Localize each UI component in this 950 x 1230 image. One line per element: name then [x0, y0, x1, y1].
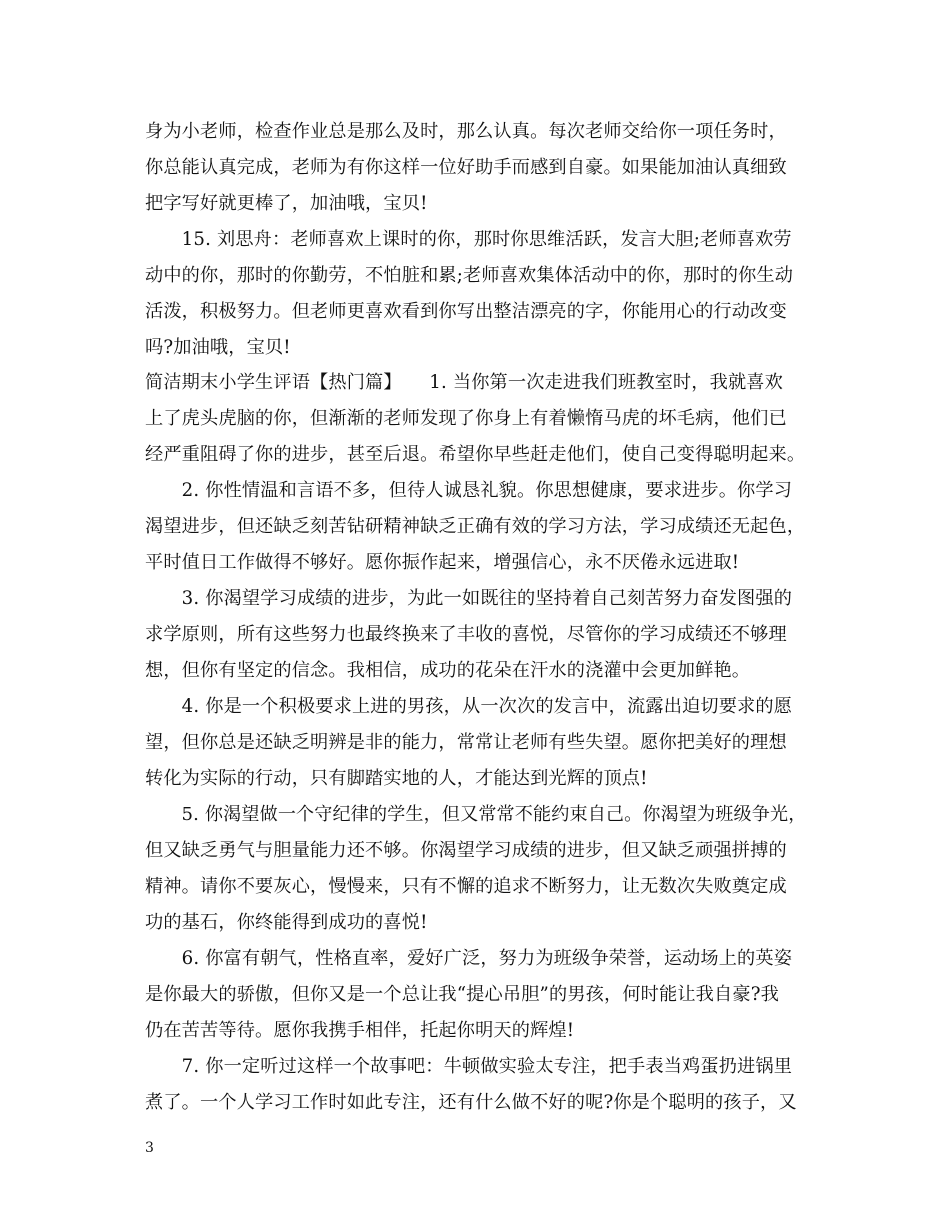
text-line: 6. 你富有朝气，性格直率，爱好广泛，努力为班级争荣誉，运动场上的英姿	[145, 948, 793, 969]
text-line: 把字写好就更棒了，加油哦，宝贝!	[145, 193, 428, 214]
text-line: 渴望进步，但还缺乏刻苦钻研精神缺乏正确有效的学习方法，学习成绩还无起色，	[145, 516, 806, 537]
text-line: 3. 你渴望学习成绩的进步，为此一如既往的坚持着自己刻苦努力奋发图强的	[145, 588, 793, 609]
text-line: 2. 你性情温和言语不多，但待人诚恳礼貌。你思想健康，要求进步。你学习	[145, 480, 793, 501]
text-line: 15. 刘思舟：老师喜欢上课时的你，那时你思维活跃，发言大胆;老师喜欢劳	[145, 229, 792, 250]
text-line: 身为小老师，检查作业总是那么及时，那么认真。每次老师交给你一项任务时，	[145, 121, 787, 142]
text-line: 活泼，积极努力。但老师更喜欢看到你写出整洁漂亮的字，你能用心的行动改变	[145, 301, 787, 322]
text-line: 转化为实际的行动，只有脚踏实地的人，才能达到光辉的顶点!	[145, 768, 648, 789]
text-line: 上了虎头虎脑的你，但渐渐的老师发现了你身上有着懒惰马虎的坏毛病，他们已	[145, 408, 787, 429]
text-line: 想，但你有坚定的信念。我相信，成功的花朵在汗水的浇灌中会更加鲜艳。	[145, 660, 751, 681]
page-number: 3	[145, 1140, 154, 1156]
text-line: 精神。请你不要灰心，慢慢来，只有不懈的追求不断努力，让无数次失败奠定成	[145, 876, 787, 897]
text-line: 煮了。一个人学习工作时如此专注，还有什么做不好的呢?你是个聪明的孩子，又	[145, 1092, 797, 1113]
text-line: 望，但你总是还缺乏明辨是非的能力，常常让老师有些失望。愿你把美好的理想	[145, 732, 787, 753]
text-line: 5. 你渴望做一个守纪律的学生，但又常常不能约束自己。你渴望为班级争光，	[145, 804, 807, 825]
text-line: 求学原则，所有这些努力也最终换来了丰收的喜悦，尽管你的学习成绩还不够理	[145, 624, 787, 645]
text-line: 动中的你，那时的你勤劳，不怕脏和累;老师喜欢集体活动中的你，那时的你生动	[145, 265, 794, 286]
text-line: 吗?加油哦，宝贝!	[145, 337, 291, 358]
text-line: 功的基石，你终能得到成功的喜悦!	[145, 912, 428, 933]
text-line: 经严重阻碍了你的进步，甚至后退。希望你早些赶走他们，使自己变得聪明起来。	[145, 444, 806, 465]
text-line: 仍在苦苦等待。愿你我携手相伴，托起你明天的辉煌!	[145, 1020, 575, 1041]
text-line: 平时值日工作做得不够好。愿你振作起来，增强信心，永不厌倦永远进取!	[145, 552, 740, 573]
section-heading-line: 简洁期末小学生评语【热门篇】 1. 当你第一次走进我们班教室时，我就喜欢	[145, 372, 783, 393]
text-line: 你总能认真完成，老师为有你这样一位好助手而感到自豪。如果能加油认真细致	[145, 157, 787, 178]
text-line: 7. 你一定听过这样一个故事吧：牛顿做实验太专注，把手表当鸡蛋扔进锅里	[145, 1056, 793, 1077]
text-line: 4. 你是一个积极要求上进的男孩，从一次次的发言中，流露出迫切要求的愿	[145, 696, 793, 717]
text-line: 是你最大的骄傲，但你又是一个总让我“提心吊胆”的男孩，何时能让我自豪?我	[145, 984, 779, 1005]
text-line: 但又缺乏勇气与胆量能力还不够。你渴望学习成绩的进步，但又缺乏顽强拼搏的	[145, 840, 787, 861]
